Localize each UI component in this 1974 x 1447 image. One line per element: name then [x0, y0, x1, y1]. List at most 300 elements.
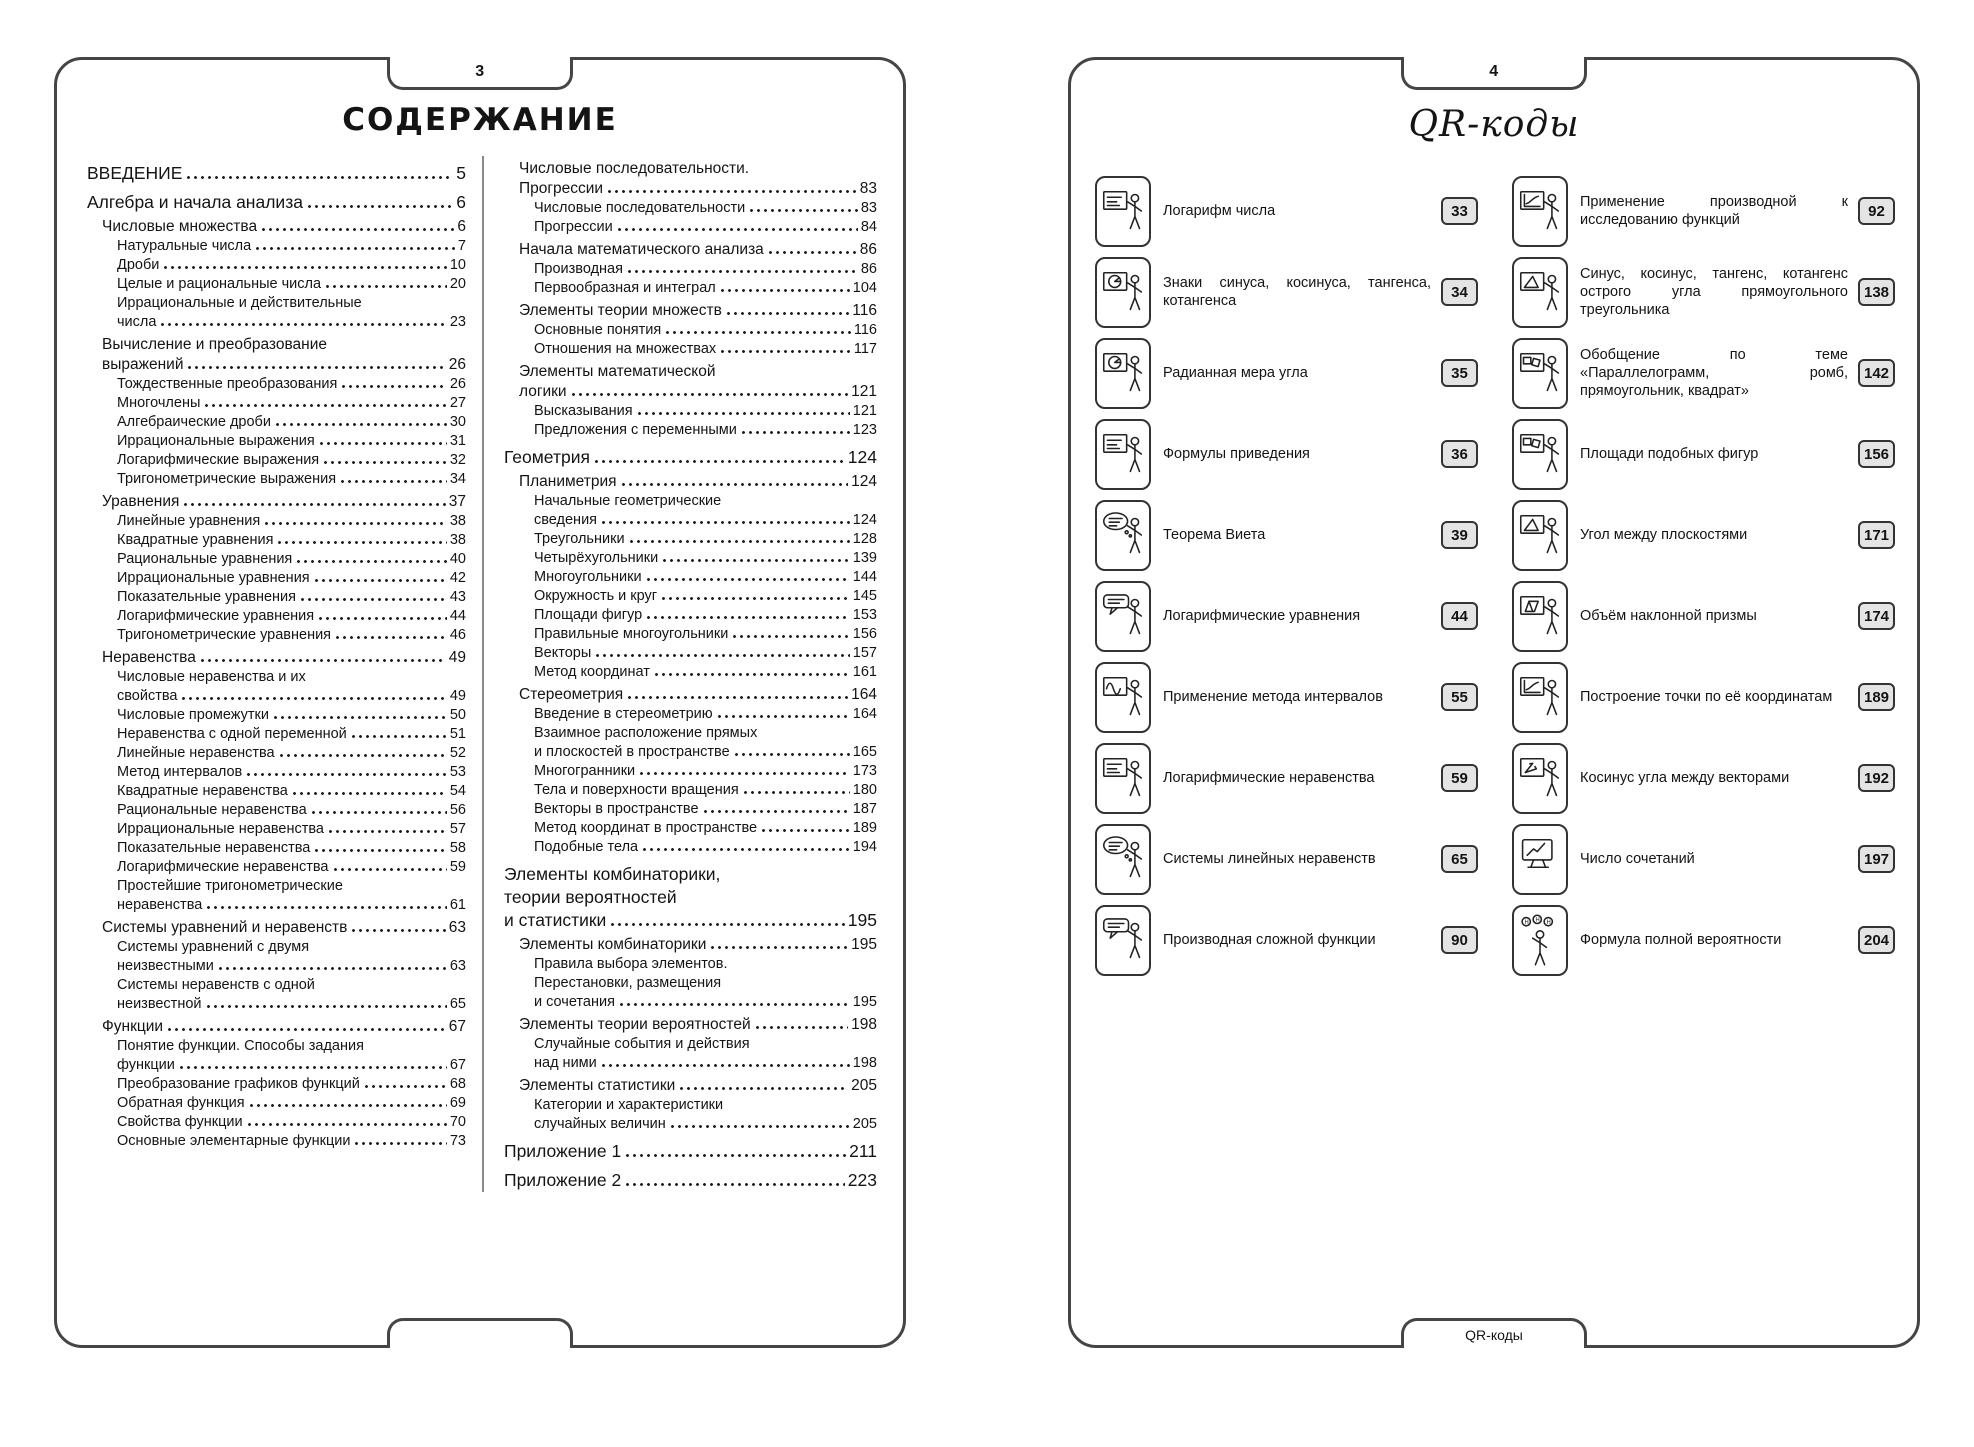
toc-line — [117, 1037, 466, 1056]
toc-line — [534, 530, 877, 549]
toc-entry-text: Функции — [102, 1018, 164, 1035]
dot-leader — [248, 1123, 447, 1126]
toc-entry — [87, 1037, 466, 1075]
qr-card-label: Формула полной вероятности — [1580, 932, 1782, 948]
toc-entry-text: Алгебраические дроби — [117, 414, 271, 430]
qr-card-label: Применение производной к исследованию функций — [1580, 194, 1848, 228]
dot-leader — [704, 810, 850, 813]
toc-page-number: 44 — [449, 608, 466, 624]
toc-entry-text: Высказывания — [534, 403, 633, 419]
toc-line — [117, 1132, 466, 1151]
dot-leader — [655, 673, 850, 676]
toc-entry — [87, 706, 466, 725]
dot-leader — [341, 480, 447, 483]
toc-entry — [87, 256, 466, 275]
dot-leader — [168, 1028, 446, 1031]
toc-entry-text: Системы уравнений и неравенств — [102, 919, 348, 936]
toc-entry-text: над ними — [534, 1055, 597, 1071]
toc-entry-text: Уравнения — [102, 493, 180, 510]
toc-line — [519, 159, 877, 179]
toc-page-number: 195 — [852, 994, 877, 1010]
toc-entry — [504, 1096, 877, 1134]
toc-entry — [87, 569, 466, 588]
toc-page-number: 145 — [852, 588, 877, 604]
toc-line — [534, 1096, 877, 1115]
toc-entry — [504, 724, 877, 762]
toc-page-number: 67 — [449, 1057, 466, 1073]
dot-leader — [187, 176, 453, 179]
toc-line — [102, 1017, 466, 1037]
toc-entry-text: Обратная функция — [117, 1095, 245, 1111]
toc-line — [504, 1140, 877, 1163]
blackboard-circle-icon — [1095, 257, 1151, 328]
desk-log-icon — [1095, 743, 1151, 814]
toc-entry — [87, 492, 466, 512]
toc-line — [519, 1015, 877, 1035]
toc-line — [534, 743, 877, 762]
toc-entry — [504, 762, 877, 781]
toc-entry — [87, 877, 466, 915]
left-page-number-tab — [387, 57, 573, 90]
toc-entry — [87, 217, 466, 237]
toc-page-number: 10 — [449, 257, 466, 273]
toc-entry-text: Вычисление и преобразование — [102, 336, 328, 353]
thought-cloud-icon — [1095, 824, 1151, 895]
toc-page-number: 165 — [852, 744, 877, 760]
toc-entry-text: Элементы комбинаторики, — [504, 864, 721, 884]
toc-page-number: 37 — [448, 493, 466, 510]
dot-leader — [756, 1026, 848, 1029]
toc-entry — [504, 1015, 877, 1035]
toc-entry — [504, 421, 877, 440]
toc-entry — [504, 781, 877, 800]
qr-page-badge: 90 — [1441, 926, 1478, 954]
toc-line — [519, 301, 877, 321]
toc-entry-text: Метод координат в пространстве — [534, 820, 758, 836]
qr-card-label: Число сочетаний — [1580, 851, 1695, 867]
molecule-diagram-icon — [1512, 905, 1568, 976]
contents-title: СОДЕРЖАНИЕ — [342, 102, 618, 138]
toc-entry-text: логики — [519, 383, 567, 400]
dot-leader — [336, 636, 447, 639]
dot-leader — [326, 285, 447, 288]
toc-line — [117, 531, 466, 550]
toc-page-number: 173 — [852, 763, 877, 779]
qr-card — [1095, 499, 1478, 571]
toc-line — [117, 432, 466, 451]
toc-line — [534, 819, 877, 838]
toc-line — [117, 725, 466, 744]
qr-card-label: Косинус угла между векторами — [1580, 770, 1790, 786]
qr-card — [1095, 904, 1478, 976]
dot-leader — [626, 1183, 845, 1186]
toc-line — [519, 472, 877, 492]
toc-entry — [87, 839, 466, 858]
toc-page-number: 6 — [457, 218, 466, 235]
qr-card — [1095, 823, 1478, 895]
dot-leader — [750, 209, 858, 212]
dot-leader — [628, 270, 858, 273]
toc-page-number: 164 — [851, 686, 877, 703]
toc-line — [534, 762, 877, 781]
dot-leader — [334, 868, 447, 871]
toc-entry — [504, 606, 877, 625]
qr-card — [1095, 175, 1478, 247]
dot-leader — [308, 205, 453, 208]
toc-entry-text: Квадратные неравенства — [117, 783, 288, 799]
dot-leader — [711, 946, 848, 949]
toc-entry — [87, 512, 466, 531]
qr-column-1 — [1095, 175, 1478, 976]
toc-entry-text: Подобные тела — [534, 839, 639, 855]
toc-entry-text: Тела и поверхности вращения — [534, 782, 739, 798]
toc-line — [534, 705, 877, 724]
toc-entry — [87, 531, 466, 550]
dot-leader — [293, 792, 447, 795]
screen-shapes-icon — [1512, 338, 1568, 409]
toc-line — [519, 362, 877, 382]
toc-entry — [87, 858, 466, 877]
toc-entry-text: Элементы математической — [519, 363, 716, 380]
toc-line — [117, 782, 466, 801]
toc-line — [117, 839, 466, 858]
toc-entry-text: Окружность и круг — [534, 588, 658, 604]
toc-entry-text: Квадратные уравнения — [117, 532, 274, 548]
toc-entry — [87, 191, 466, 214]
dot-leader — [602, 521, 850, 524]
dot-leader — [602, 1064, 850, 1067]
qr-card-label: Логарифмические уравнения — [1163, 608, 1361, 624]
qr-card — [1095, 418, 1478, 490]
toc-page-number: 43 — [449, 589, 466, 605]
toc-page-number: 180 — [852, 782, 877, 798]
dot-leader — [643, 848, 850, 851]
toc-entry — [87, 725, 466, 744]
toc-entry — [504, 1169, 877, 1192]
toc-entry — [504, 1035, 877, 1073]
toc-page-number: 67 — [448, 1018, 466, 1035]
toc-line — [519, 1076, 877, 1096]
qr-page-badge: 197 — [1858, 845, 1895, 873]
toc-line — [102, 335, 466, 355]
contents-column-1 — [87, 156, 482, 1192]
toc-entry — [87, 763, 466, 782]
toc-line — [117, 394, 466, 413]
toc-page-number: 198 — [851, 1016, 877, 1033]
toc-line — [117, 995, 466, 1014]
toc-page-number: 49 — [449, 688, 466, 704]
toc-entry-text: Иррациональные уравнения — [117, 570, 310, 586]
toc-page-number: 124 — [852, 512, 877, 528]
toc-entry-text: Планиметрия — [519, 473, 617, 490]
toc-entry — [87, 607, 466, 626]
toc-line — [519, 240, 877, 260]
qr-cards-grid — [1071, 145, 1917, 976]
toc-page-number: 205 — [851, 1077, 877, 1094]
toc-line — [534, 800, 877, 819]
toc-entry-text: Рациональные неравенства — [117, 802, 307, 818]
qr-card — [1512, 580, 1895, 652]
dot-leader — [207, 906, 447, 909]
dot-leader — [184, 503, 445, 506]
toc-entry-text: Векторы в пространстве — [534, 801, 699, 817]
qr-card-label: Синус, косинус, тангенс, котангенс острого угла прямоугольного треугольника — [1580, 266, 1848, 318]
toc-line — [117, 607, 466, 626]
toc-line — [519, 935, 877, 955]
toc-line — [534, 492, 877, 511]
toc-entry-text: Начала математического анализа — [519, 241, 764, 258]
toc-entry-text: Тождественные преобразования — [117, 376, 338, 392]
dot-leader — [352, 929, 445, 932]
toc-page-number: 161 — [852, 664, 877, 680]
svg-text:H: H — [1535, 916, 1540, 924]
toc-line — [117, 668, 466, 687]
toc-entry — [87, 413, 466, 432]
toc-entry — [504, 625, 877, 644]
toc-entry-text: Категории и характеристики — [534, 1097, 724, 1113]
toc-entry-text: Метод координат — [534, 664, 650, 680]
toc-page-number: 26 — [449, 376, 466, 392]
toc-entry — [504, 819, 877, 838]
toc-entry — [87, 375, 466, 394]
toc-line — [534, 606, 877, 625]
toc-entry-text: Тригонометрические выражения — [117, 471, 337, 487]
toc-entry — [504, 446, 877, 469]
toc-entry — [504, 685, 877, 705]
qr-codes-title: QR-коды — [1408, 104, 1580, 145]
toc-entry-text: Правила выбора элементов. — [534, 956, 728, 972]
dot-leader — [640, 772, 850, 775]
toc-entry — [504, 240, 877, 260]
toc-entry — [87, 451, 466, 470]
toc-entry-text: Логарифмические неравенства — [117, 859, 329, 875]
toc-page-number: 56 — [449, 802, 466, 818]
toc-entry-text: свойства — [117, 688, 178, 704]
toc-entry — [504, 1076, 877, 1096]
toc-line — [534, 402, 877, 421]
qr-card-label: Угол между плоскостями — [1580, 527, 1748, 543]
toc-entry-text: Простейшие тригонометрические — [117, 878, 343, 894]
toc-entry-text: Тригонометрические уравнения — [117, 627, 332, 643]
dot-leader — [596, 654, 850, 657]
toc-entry-text: Числовые множества — [102, 218, 258, 235]
toc-entry-text: Взаимное расположение прямых — [534, 725, 758, 741]
toc-page-number: 31 — [449, 433, 466, 449]
toc-page-number: 84 — [860, 219, 877, 235]
qr-card — [1512, 337, 1895, 409]
toc-line — [504, 886, 877, 909]
toc-line — [117, 294, 466, 313]
dot-leader — [622, 483, 849, 486]
dot-leader — [618, 228, 858, 231]
qr-card-label: Логарифмические неравенства — [1163, 770, 1375, 786]
qr-column-2 — [1512, 175, 1895, 976]
dot-leader — [626, 1154, 846, 1157]
toc-entry — [87, 237, 466, 256]
dot-leader — [663, 559, 850, 562]
qr-page-badge: 65 — [1441, 845, 1478, 873]
dot-leader — [595, 460, 845, 463]
toc-entry-text: теории вероятностей — [504, 887, 677, 907]
dot-leader — [256, 247, 455, 250]
toc-page-number: 121 — [852, 403, 877, 419]
qr-card — [1512, 742, 1895, 814]
toc-line — [117, 763, 466, 782]
toc-page-number: 121 — [851, 383, 877, 400]
dot-leader — [262, 228, 454, 231]
toc-entry-text: Введение в стереометрию — [534, 706, 713, 722]
toc-line — [87, 162, 466, 185]
dot-leader — [219, 967, 447, 970]
right-page-number-tab — [1401, 57, 1587, 90]
toc-page-number: 116 — [852, 302, 877, 319]
qr-card-label: Площади подобных фигур — [1580, 446, 1759, 462]
toc-entry — [504, 800, 877, 819]
dot-leader — [250, 1104, 447, 1107]
toc-page-number: 187 — [852, 801, 877, 817]
toc-page-number: 32 — [449, 452, 466, 468]
qr-page-badge: 92 — [1858, 197, 1895, 225]
dot-leader — [274, 716, 447, 719]
toc-line — [117, 957, 466, 976]
dot-leader — [638, 412, 850, 415]
toc-page-number: 63 — [449, 958, 466, 974]
dot-leader — [201, 659, 446, 662]
toc-entry — [504, 362, 877, 402]
toc-page-number: 51 — [449, 726, 466, 742]
left-page-bottom-tab — [387, 1318, 573, 1348]
dot-leader — [315, 849, 447, 852]
toc-line — [117, 877, 466, 896]
toc-entry-text: Четырёхугольники — [534, 550, 659, 566]
toc-entry — [87, 275, 466, 294]
blackboard-axes-icon — [1512, 662, 1568, 733]
toc-line — [102, 648, 466, 668]
toc-entry-text: неизвестной — [117, 996, 202, 1012]
dot-leader — [301, 598, 447, 601]
toc-entry-text: Системы уравнений с двумя — [117, 939, 310, 955]
toc-page-number: 61 — [449, 897, 466, 913]
toc-page-number: 69 — [449, 1095, 466, 1111]
toc-entry-text: Приложение 2 — [504, 1170, 622, 1190]
toc-line — [534, 260, 877, 279]
toc-page-number: 123 — [852, 422, 877, 438]
toc-entry — [504, 838, 877, 857]
toc-entry-text: Преобразование графиков функций — [117, 1076, 360, 1092]
toc-entry-text: Треугольники — [534, 531, 625, 547]
toc-line — [534, 663, 877, 682]
toc-line — [534, 625, 877, 644]
toc-page-number: 128 — [852, 531, 877, 547]
toc-entry — [87, 820, 466, 839]
speech-bubble-icon — [1095, 905, 1151, 976]
toc-entry-text: Дроби — [117, 257, 160, 273]
toc-entry-text: неизвестными — [117, 958, 214, 974]
toc-line — [117, 938, 466, 957]
qr-card — [1512, 418, 1895, 490]
toc-page-number: 53 — [449, 764, 466, 780]
dot-leader — [280, 754, 447, 757]
toc-entry-text: Стереометрия — [519, 686, 624, 703]
toc-page-number: 194 — [852, 839, 877, 855]
contents-columns — [57, 138, 903, 1192]
blackboard-prism-icon — [1512, 581, 1568, 652]
toc-line — [117, 706, 466, 725]
toc-page-number: 6 — [456, 192, 466, 212]
toc-page-number: 23 — [449, 314, 466, 330]
dot-leader — [161, 323, 446, 326]
blackboard-clock-icon — [1095, 338, 1151, 409]
toc-entry — [87, 938, 466, 976]
toc-line — [117, 801, 466, 820]
toc-entry — [504, 159, 877, 199]
toc-line — [117, 550, 466, 569]
toc-entry — [87, 394, 466, 413]
toc-entry — [87, 648, 466, 668]
toc-entry-text: Логарифмические уравнения — [117, 608, 315, 624]
toc-entry-text: и статистики — [504, 910, 607, 930]
toc-entry-text: Правильные многоугольники — [534, 626, 729, 642]
right-page-number: 4 — [1489, 63, 1499, 80]
qr-card-label: Системы линейных неравенств — [1163, 851, 1376, 867]
toc-line — [504, 909, 877, 932]
toc-page-number: 164 — [852, 706, 877, 722]
toc-entry-text: и сочетания — [534, 994, 615, 1010]
dot-leader — [647, 578, 850, 581]
qr-card-label: Объём наклонной призмы — [1580, 608, 1757, 624]
toc-entry-text: ВВЕДЕНИЕ — [87, 163, 183, 183]
toc-line — [534, 1035, 877, 1054]
toc-entry-text: Основные элементарные функции — [117, 1133, 351, 1149]
dot-leader — [207, 1005, 447, 1008]
qr-card-label: Радианная мера угла — [1163, 365, 1308, 381]
left-page-number: 3 — [475, 63, 485, 80]
toc-page-number: 30 — [449, 414, 466, 430]
toc-entry — [504, 1140, 877, 1163]
qr-card — [1095, 337, 1478, 409]
toc-entry — [504, 863, 877, 932]
toc-page-number: 139 — [852, 550, 877, 566]
toc-entry — [504, 472, 877, 492]
toc-entry-text: случайных величин — [534, 1116, 666, 1132]
toc-entry-text: Прогрессии — [534, 219, 613, 235]
toc-entry-text: Отношения на множествах — [534, 341, 717, 357]
qr-card-label: Применение метода интервалов — [1163, 689, 1383, 705]
qr-card — [1095, 742, 1478, 814]
dot-leader — [329, 830, 447, 833]
toc-line — [534, 279, 877, 298]
toc-line — [117, 626, 466, 645]
toc-line — [102, 217, 466, 237]
toc-entry-text: Целые и рациональные числа — [117, 276, 322, 292]
toc-entry-text: Многоугольники — [534, 569, 642, 585]
computer-monitor-icon — [1512, 824, 1568, 895]
qr-card-label: Построение точки по её координатам — [1580, 689, 1833, 705]
toc-page-number: 83 — [860, 200, 877, 216]
toc-entry-text: и плоскостей в пространстве — [534, 744, 730, 760]
toc-entry-text: Многочлены — [117, 395, 201, 411]
contents-page — [54, 57, 906, 1348]
toc-line — [534, 1054, 877, 1073]
toc-entry-text: Основные понятия — [534, 322, 662, 338]
toc-entry-text: Понятие функции. Способы задания — [117, 1038, 364, 1054]
toc-page-number: 20 — [449, 276, 466, 292]
toc-page-number: 70 — [449, 1114, 466, 1130]
toc-page-number: 65 — [449, 996, 466, 1012]
toc-line — [534, 993, 877, 1012]
toc-page-number: 73 — [449, 1133, 466, 1149]
toc-line — [117, 1075, 466, 1094]
